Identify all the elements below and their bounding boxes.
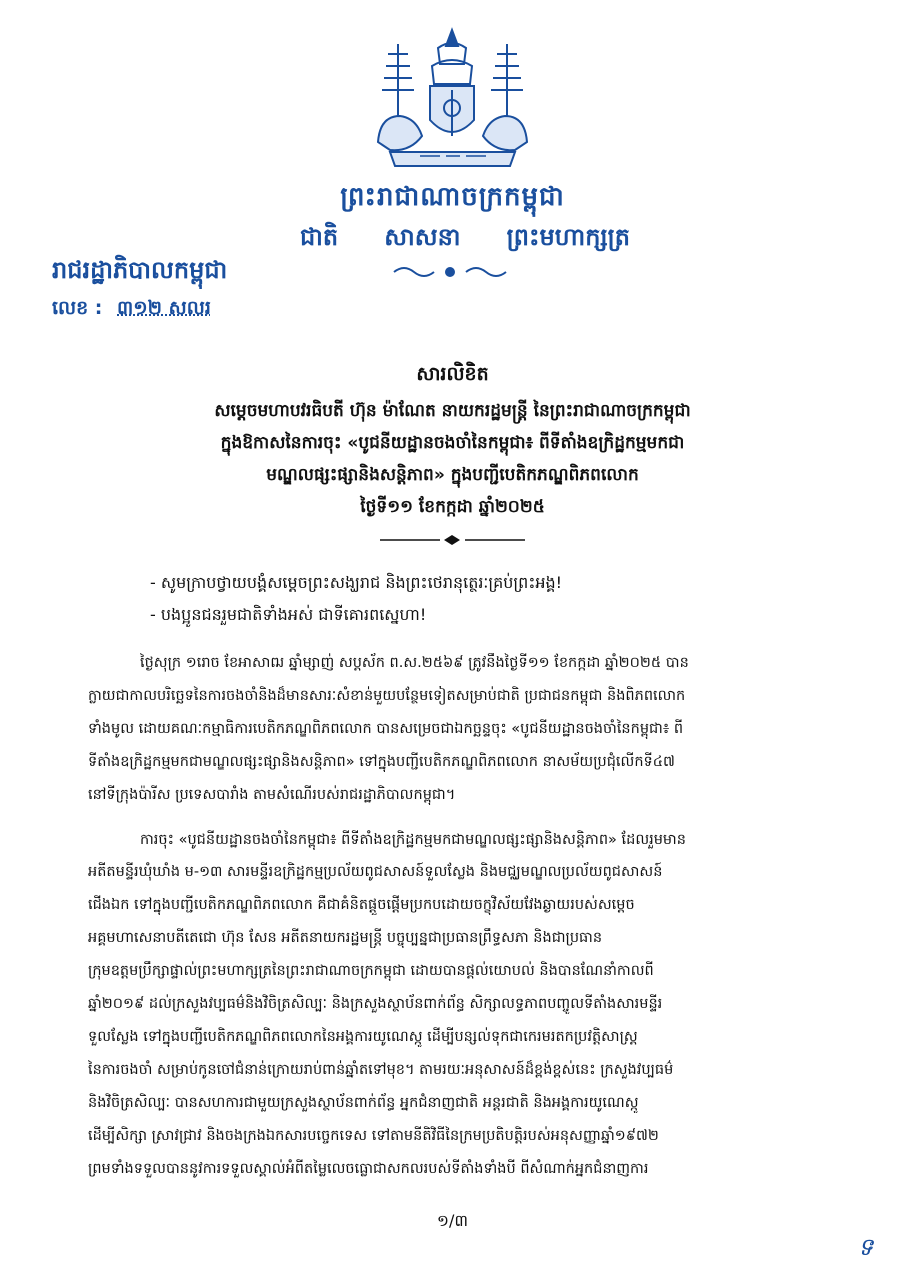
paragraph-line: ទីតាំងឧក្រិដ្ឋកម្មមកជាមណ្ឌលផ្សះផ្សានិងសន្តិភាព» ទៅក្នុងបញ្ជីបេតិកភណ្ឌពិភពលោក នាសម័យប្រជុំលើកទី៤៧	[88, 754, 675, 770]
paragraph-line: ក្រុមឧត្តមប្រឹក្សាផ្ទាល់ព្រះមហាក្សត្រនៃព្រះរាជាណាចក្រកម្ពុជា ដោយបានផ្តល់យោបល់ និងបានណែនាំកាលពី	[88, 963, 654, 979]
greeting-line: - បងប្អូនជនរួមជាតិទាំងអស់ ជាទីគោរពស្នេហា!	[150, 605, 427, 624]
motto-king: ព្រះមហាក្សត្រ	[506, 223, 630, 251]
paragraph-line: ព្រមទាំងទទួលបាននូវការទទួលស្គាល់អំពីតម្លៃលេចធ្លោជាសកលរបស់ទីតាំងទាំងបី ពីសំណាក់អ្នកជំនាញការ	[88, 1161, 649, 1177]
document-number-value: ៣១២ សលរ	[117, 297, 211, 319]
motto-religion: សាសនា	[384, 223, 461, 251]
paragraph-line: ក្លាយជាកាលបរិច្ឆេទនៃការចងចាំនិងដ៏មានសារៈសំខាន់មួយបន្ថែមទៀតសម្រាប់ជាតិ ប្រជាជនកម្ពុជា និងពិភពលោក	[88, 688, 686, 704]
paragraph-line: នៃការចងចាំ សម្រាប់កូនចៅជំនាន់ក្រោយរាប់ពាន់ឆ្នាំតទៅមុខ។ តាមរយៈអនុសាសន៍ដ៏ខ្ពង់ខ្ពស់នេះ ក្រសួងវប្បធម៌	[88, 1062, 674, 1078]
paragraph-line: ទាំងមូល ដោយគណៈកម្មាធិការបេតិកភណ្ឌពិភពលោក បានសម្រេចជាឯកច្ឆន្ទចុះ «បូជនីយដ្ឋានចងចាំនៃកម្ពុជា៖ ពី	[88, 721, 684, 737]
title-date: ថ្ងៃទី១១ ខែកក្កដា ឆ្នាំ២០២៥	[360, 497, 545, 517]
section-divider-icon	[380, 533, 525, 547]
handwritten-initials: ទ	[858, 1233, 874, 1261]
paragraph-line: ការចុះ «បូជនីយដ្ឋានចងចាំនៃកម្ពុជា៖ ពីទីតាំងឧក្រិដ្ឋកម្មមកជាមណ្ឌលផ្សះផ្សានិងសន្តិភាព» ដែលរួមមាន	[140, 832, 686, 848]
document-number-label: លេខ :	[52, 297, 103, 319]
title-line: ក្នុងឱកាសនៃការចុះ «បូជនីយដ្ឋានចងចាំនៃកម្ពុជា៖ ពីទីតាំងឧក្រិដ្ឋកម្មមកជា	[220, 433, 685, 453]
title-line: សម្តេចមហាបវរធិបតី ហ៊ុន ម៉ាណែត នាយករដ្ឋមន្ត្រី នៃព្រះរាជាណាចក្រកម្ពុជា	[214, 401, 691, 421]
paragraph-line: អគ្គមហាសេនាបតីតេជោ ហ៊ុន សែន អតីតនាយករដ្ឋមន្ត្រី បច្ចុប្បន្នជាប្រធានព្រឹទ្ធសភា និងជាប្រធាន	[88, 930, 603, 946]
ornament-divider-icon	[390, 262, 510, 282]
kingdom-title: ព្រះរាជាណាចក្រកម្ពុជា	[340, 182, 565, 212]
paragraph-line: ទួលស្លែង ទៅក្នុងបញ្ជីបេតិកភណ្ឌពិភពលោកនៃអង្គការយូណេស្កូ ដើម្បីបន្សល់ទុកជាកេរមរតកប្រវត្តិសាស្ត្រ	[88, 1029, 638, 1045]
page-number: ១/៣	[436, 1211, 469, 1230]
paragraph-line: នៅទីក្រុងប៉ារីស ប្រទេសបារាំង តាមសំណើរបស់រាជរដ្ឋាភិបាលកម្ពុជា។	[88, 787, 456, 803]
paragraph-line: ជើងឯក ទៅក្នុងបញ្ជីបេតិកភណ្ឌពិភពលោក គឺជាគំនិតផ្តួចផ្តើមប្រកបដោយចក្ខុវិស័យវែងឆ្ងាយរបស់សម្តេច	[88, 897, 635, 913]
royal-coat-of-arms-icon	[360, 24, 545, 174]
paragraph-line: អតីតមន្ទីរឃុំឃាំង ម-១៣ សារមន្ទីរឧក្រិដ្ឋកម្មប្រល័យពូជសាសន៍ទួលស្លែង និងមជ្ឈមណ្ឌលប្រល័យពូជសាសន៍	[88, 864, 663, 880]
document-type: សារលិខិត	[416, 363, 489, 385]
paragraph-line: ថ្ងៃសុក្រ ១រោច ខែអាសាឍ ឆ្នាំម្សាញ់ សប្តស័ក ព.ស.២៥៦៩ ត្រូវនឹងថ្ងៃទី១១ ខែកក្កដា ឆ្នាំ២០២៥ បាន	[140, 655, 689, 671]
paragraph-line: ដើម្បីសិក្សា ស្រាវជ្រាវ និងចងក្រងឯកសារបច្ចេកទេស ទៅតាមនីតិវិធីនៃក្រមប្រតិបត្តិរបស់អនុសញ្ញាឆ្នាំ១៩៧២	[88, 1128, 659, 1144]
title-line: មណ្ឌលផ្សះផ្សានិងសន្តិភាព» ក្នុងបញ្ជីបេតិកភណ្ឌពិភពលោក	[266, 465, 639, 485]
paragraph-line: និងវិចិត្រសិល្បៈ បានសហការជាមួយក្រសួងស្ថាប័នពាក់ព័ន្ធ អ្នកជំនាញជាតិ អន្តរជាតិ និងអង្គការយូណេស្កូ	[88, 1095, 639, 1111]
paragraph-line: ឆ្នាំ២០១៩ ដល់ក្រសួងវប្បធម៌និងវិចិត្រសិល្បៈ និងក្រសួងស្ថាប័នពាក់ព័ន្ធ សិក្សាលទ្ធភាពបញ្ចូលទីតាំងសារមន្ទីរ	[88, 996, 663, 1012]
motto-nation: ជាតិ	[300, 223, 339, 251]
document-number	[52, 296, 211, 324]
greeting-line: - សូមក្រាបថ្វាយបង្គំសម្តេចព្រះសង្ឃរាជ និងព្រះថេរានុត្ថេរៈគ្រប់ព្រះអង្គ!	[150, 573, 563, 592]
national-motto	[300, 222, 630, 257]
government-name: រាជរដ្ឋាភិបាលកម្ពុជា	[52, 256, 228, 284]
